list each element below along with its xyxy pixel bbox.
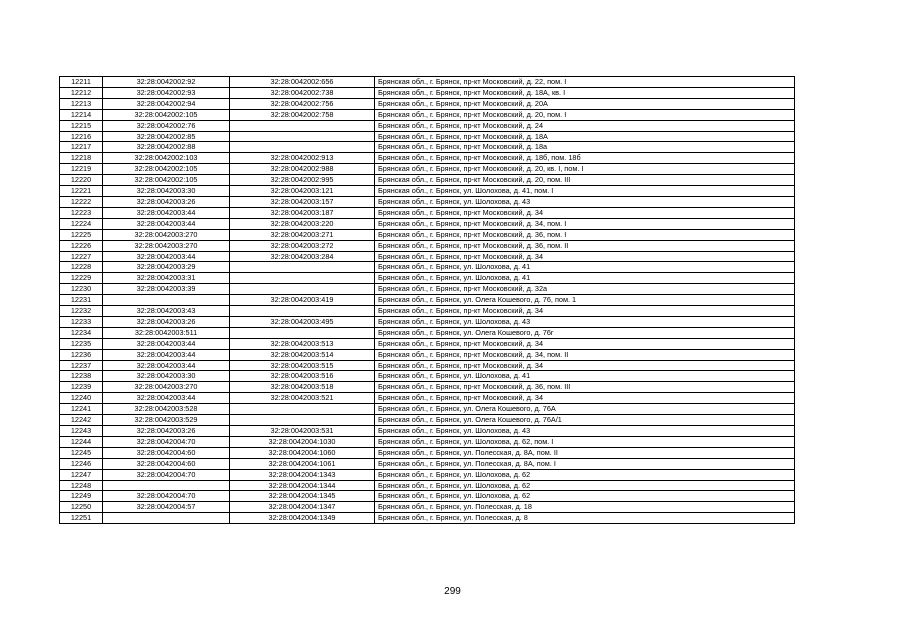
address-cell: Брянская обл., г. Брянск, пр-кт Московский, д. 20, пом. I — [375, 109, 795, 120]
object-cadastral-number-cell: 32:28:0042004:1345 — [230, 491, 375, 502]
land-cadastral-number-cell: 32:28:0042002:88 — [103, 142, 230, 153]
address-cell: Брянская обл., г. Брянск, пр-кт Московский, д. 36, пом. III — [375, 382, 795, 393]
address-cell: Брянская обл., г. Брянск, ул. Шолохова, д. 62, пом. I — [375, 436, 795, 447]
record-number-cell: 12230 — [60, 284, 103, 295]
land-cadastral-number-cell: 32:28:0042004:70 — [103, 436, 230, 447]
table-row — [60, 458, 795, 469]
table-row — [60, 109, 795, 120]
address-cell: Брянская обл., г. Брянск, ул. Олега Кошевого, д. 76А — [375, 404, 795, 415]
record-number-cell: 12225 — [60, 229, 103, 240]
land-cadastral-number-cell: 32:28:0042003:529 — [103, 415, 230, 426]
object-cadastral-number-cell: 32:28:0042002:656 — [230, 77, 375, 88]
table-row — [60, 218, 795, 229]
record-number-cell: 12227 — [60, 251, 103, 262]
table-row — [60, 306, 795, 317]
address-cell: Брянская обл., г. Брянск, пр-кт Московский, д. 34 — [375, 207, 795, 218]
object-cadastral-number-cell: 32:28:0042003:531 — [230, 426, 375, 437]
object-cadastral-number-cell: 32:28:0042004:1030 — [230, 436, 375, 447]
record-number-cell: 12218 — [60, 153, 103, 164]
address-cell: Брянская обл., г. Брянск, пр-кт Московский, д. 24 — [375, 120, 795, 131]
object-cadastral-number-cell: 32:28:0042002:758 — [230, 109, 375, 120]
record-number-cell: 12237 — [60, 360, 103, 371]
record-number-cell: 12212 — [60, 87, 103, 98]
record-number-cell: 12233 — [60, 316, 103, 327]
table-row — [60, 284, 795, 295]
table-row — [60, 382, 795, 393]
table-row — [60, 415, 795, 426]
record-number-cell: 12248 — [60, 480, 103, 491]
land-cadastral-number-cell: 32:28:0042003:39 — [103, 284, 230, 295]
object-cadastral-number-cell: 32:28:0042004:1343 — [230, 469, 375, 480]
table-row — [60, 327, 795, 338]
record-number-cell: 12251 — [60, 513, 103, 524]
record-number-cell: 12239 — [60, 382, 103, 393]
record-number-cell: 12245 — [60, 447, 103, 458]
object-cadastral-number-cell: 32:28:0042002:913 — [230, 153, 375, 164]
land-cadastral-number-cell — [103, 513, 230, 524]
object-cadastral-number-cell — [230, 262, 375, 273]
object-cadastral-number-cell: 32:28:0042002:756 — [230, 98, 375, 109]
table-row — [60, 77, 795, 88]
object-cadastral-number-cell — [230, 284, 375, 295]
address-cell: Брянская обл., г. Брянск, ул. Полесская, д. 8А, пом. II — [375, 447, 795, 458]
address-cell: Брянская обл., г. Брянск, пр-кт Московский, д. 32а — [375, 284, 795, 295]
land-cadastral-number-cell: 32:28:0042003:31 — [103, 273, 230, 284]
address-cell: Брянская обл., г. Брянск, пр-кт Московский, д. 34 — [375, 306, 795, 317]
address-cell: Брянская обл., г. Брянск, пр-кт Московский, д. 34 — [375, 338, 795, 349]
table-row — [60, 164, 795, 175]
table-row — [60, 120, 795, 131]
address-cell: Брянская обл., г. Брянск, ул. Полесская, д. 18 — [375, 502, 795, 513]
object-cadastral-number-cell: 32:28:0042003:187 — [230, 207, 375, 218]
address-cell: Брянская обл., г. Брянск, ул. Олега Кошевого, д. 76, пом. 1 — [375, 295, 795, 306]
land-cadastral-number-cell: 32:28:0042002:92 — [103, 77, 230, 88]
table-row — [60, 436, 795, 447]
table-row — [60, 404, 795, 415]
record-number-cell: 12240 — [60, 393, 103, 404]
table-row — [60, 262, 795, 273]
record-number-cell: 12222 — [60, 196, 103, 207]
address-cell: Брянская обл., г. Брянск, ул. Шолохова, д. 41 — [375, 273, 795, 284]
land-cadastral-number-cell: 32:28:0042003:26 — [103, 316, 230, 327]
land-cadastral-number-cell — [103, 295, 230, 306]
object-cadastral-number-cell — [230, 131, 375, 142]
table-row — [60, 480, 795, 491]
record-number-cell: 12246 — [60, 458, 103, 469]
land-cadastral-number-cell: 32:28:0042002:105 — [103, 109, 230, 120]
object-cadastral-number-cell: 32:28:0042003:157 — [230, 196, 375, 207]
table-row — [60, 393, 795, 404]
record-number-cell: 12229 — [60, 273, 103, 284]
address-cell: Брянская обл., г. Брянск, пр-кт Московский, д. 34 — [375, 360, 795, 371]
land-cadastral-number-cell: 32:28:0042003:270 — [103, 382, 230, 393]
land-cadastral-number-cell: 32:28:0042004:60 — [103, 458, 230, 469]
land-cadastral-number-cell: 32:28:0042003:44 — [103, 207, 230, 218]
record-number-cell: 12221 — [60, 186, 103, 197]
land-cadastral-number-cell: 32:28:0042003:44 — [103, 360, 230, 371]
address-cell: Брянская обл., г. Брянск, пр-кт Московский, д. 20, кв. I, пом. I — [375, 164, 795, 175]
table-row — [60, 196, 795, 207]
land-cadastral-number-cell: 32:28:0042003:44 — [103, 393, 230, 404]
table-row — [60, 502, 795, 513]
record-number-cell: 12244 — [60, 436, 103, 447]
land-cadastral-number-cell: 32:28:0042003:511 — [103, 327, 230, 338]
object-cadastral-number-cell — [230, 120, 375, 131]
object-cadastral-number-cell: 32:28:0042003:220 — [230, 218, 375, 229]
address-cell: Брянская обл., г. Брянск, ул. Шолохова, д. 62 — [375, 480, 795, 491]
record-number-cell: 12211 — [60, 77, 103, 88]
object-cadastral-number-cell: 32:28:0042003:284 — [230, 251, 375, 262]
object-cadastral-number-cell: 32:28:0042003:521 — [230, 393, 375, 404]
object-cadastral-number-cell: 32:28:0042004:1061 — [230, 458, 375, 469]
object-cadastral-number-cell: 32:28:0042002:988 — [230, 164, 375, 175]
table-row — [60, 426, 795, 437]
land-cadastral-number-cell: 32:28:0042002:85 — [103, 131, 230, 142]
object-cadastral-number-cell: 32:28:0042003:271 — [230, 229, 375, 240]
land-cadastral-number-cell: 32:28:0042002:93 — [103, 87, 230, 98]
land-cadastral-number-cell: 32:28:0042002:76 — [103, 120, 230, 131]
address-cell: Брянская обл., г. Брянск, пр-кт Московский, д. 20А — [375, 98, 795, 109]
record-number-cell: 12234 — [60, 327, 103, 338]
record-number-cell: 12219 — [60, 164, 103, 175]
land-cadastral-number-cell: 32:28:0042003:44 — [103, 218, 230, 229]
address-cell: Брянская обл., г. Брянск, ул. Шолохова, д. 62 — [375, 491, 795, 502]
object-cadastral-number-cell: 32:28:0042004:1344 — [230, 480, 375, 491]
object-cadastral-number-cell: 32:28:0042004:1347 — [230, 502, 375, 513]
address-cell: Брянская обл., г. Брянск, пр-кт Московский, д. 34, пом. II — [375, 349, 795, 360]
record-number-cell: 12242 — [60, 415, 103, 426]
land-cadastral-number-cell: 32:28:0042003:43 — [103, 306, 230, 317]
table-row — [60, 229, 795, 240]
object-cadastral-number-cell — [230, 327, 375, 338]
record-number-cell: 12223 — [60, 207, 103, 218]
record-number-cell: 12213 — [60, 98, 103, 109]
object-cadastral-number-cell: 32:28:0042003:121 — [230, 186, 375, 197]
address-cell: Брянская обл., г. Брянск, пр-кт Московский, д. 36, пом. I — [375, 229, 795, 240]
record-number-cell: 12247 — [60, 469, 103, 480]
land-cadastral-number-cell: 32:28:0042003:26 — [103, 196, 230, 207]
object-cadastral-number-cell: 32:28:0042003:419 — [230, 295, 375, 306]
land-cadastral-number-cell: 32:28:0042004:70 — [103, 469, 230, 480]
table-row — [60, 98, 795, 109]
registry-table — [59, 76, 795, 524]
address-cell: Брянская обл., г. Брянск, пр-кт Московский, д. 18б, пом. 18б — [375, 153, 795, 164]
record-number-cell: 12226 — [60, 240, 103, 251]
address-cell: Брянская обл., г. Брянск, ул. Шолохова, д. 41 — [375, 262, 795, 273]
record-number-cell: 12243 — [60, 426, 103, 437]
address-cell: Брянская обл., г. Брянск, ул. Шолохова, д. 43 — [375, 426, 795, 437]
record-number-cell: 12216 — [60, 131, 103, 142]
table-row — [60, 469, 795, 480]
table-row — [60, 87, 795, 98]
land-cadastral-number-cell: 32:28:0042003:26 — [103, 426, 230, 437]
record-number-cell: 12224 — [60, 218, 103, 229]
table-row — [60, 349, 795, 360]
object-cadastral-number-cell: 32:28:0042003:272 — [230, 240, 375, 251]
land-cadastral-number-cell: 32:28:0042002:94 — [103, 98, 230, 109]
table-row — [60, 295, 795, 306]
object-cadastral-number-cell — [230, 404, 375, 415]
record-number-cell: 12214 — [60, 109, 103, 120]
table-row — [60, 491, 795, 502]
table-row — [60, 240, 795, 251]
table-row — [60, 175, 795, 186]
table-row — [60, 513, 795, 524]
land-cadastral-number-cell: 32:28:0042003:29 — [103, 262, 230, 273]
land-cadastral-number-cell: 32:28:0042002:105 — [103, 175, 230, 186]
land-cadastral-number-cell: 32:28:0042003:44 — [103, 338, 230, 349]
address-cell: Брянская обл., г. Брянск, пр-кт Московский, д. 36, пом. II — [375, 240, 795, 251]
address-cell: Брянская обл., г. Брянск, ул. Полесская, д. 8 — [375, 513, 795, 524]
table-row — [60, 316, 795, 327]
object-cadastral-number-cell: 32:28:0042003:515 — [230, 360, 375, 371]
address-cell: Брянская обл., г. Брянск, пр-кт Московский, д. 22, пом. I — [375, 77, 795, 88]
land-cadastral-number-cell — [103, 480, 230, 491]
land-cadastral-number-cell: 32:28:0042003:44 — [103, 349, 230, 360]
table-row — [60, 131, 795, 142]
land-cadastral-number-cell: 32:28:0042003:528 — [103, 404, 230, 415]
record-number-cell: 12228 — [60, 262, 103, 273]
object-cadastral-number-cell: 32:28:0042003:516 — [230, 371, 375, 382]
table-row — [60, 251, 795, 262]
record-number-cell: 12220 — [60, 175, 103, 186]
record-number-cell: 12232 — [60, 306, 103, 317]
address-cell: Брянская обл., г. Брянск, пр-кт Московский, д. 18а — [375, 142, 795, 153]
land-cadastral-number-cell: 32:28:0042002:105 — [103, 164, 230, 175]
address-cell: Брянская обл., г. Брянск, пр-кт Московский, д. 18А — [375, 131, 795, 142]
address-cell: Брянская обл., г. Брянск, пр-кт Московский, д. 20, пом. III — [375, 175, 795, 186]
table-row — [60, 371, 795, 382]
land-cadastral-number-cell: 32:28:0042003:30 — [103, 186, 230, 197]
address-cell: Брянская обл., г. Брянск, ул. Шолохова, д. 62 — [375, 469, 795, 480]
record-number-cell: 12217 — [60, 142, 103, 153]
object-cadastral-number-cell: 32:28:0042003:495 — [230, 316, 375, 327]
address-cell: Брянская обл., г. Брянск, пр-кт Московский, д. 18А, кв. I — [375, 87, 795, 98]
object-cadastral-number-cell: 32:28:0042004:1349 — [230, 513, 375, 524]
address-cell: Брянская обл., г. Брянск, пр-кт Московский, д. 34, пом. I — [375, 218, 795, 229]
address-cell: Брянская обл., г. Брянск, ул. Олега Кошевого, д. 76г — [375, 327, 795, 338]
record-number-cell: 12235 — [60, 338, 103, 349]
record-number-cell: 12231 — [60, 295, 103, 306]
land-cadastral-number-cell: 32:28:0042004:60 — [103, 447, 230, 458]
land-cadastral-number-cell: 32:28:0042002:103 — [103, 153, 230, 164]
address-cell: Брянская обл., г. Брянск, ул. Полесская, д. 8А, пом. I — [375, 458, 795, 469]
address-cell: Брянская обл., г. Брянск, пр-кт Московский, д. 34 — [375, 251, 795, 262]
record-number-cell: 12238 — [60, 371, 103, 382]
table-row — [60, 338, 795, 349]
table-row — [60, 447, 795, 458]
land-cadastral-number-cell: 32:28:0042004:57 — [103, 502, 230, 513]
object-cadastral-number-cell — [230, 306, 375, 317]
object-cadastral-number-cell: 32:28:0042003:514 — [230, 349, 375, 360]
address-cell: Брянская обл., г. Брянск, ул. Шолохова, д. 41, пом. I — [375, 186, 795, 197]
table-row — [60, 207, 795, 218]
record-number-cell: 12215 — [60, 120, 103, 131]
address-cell: Брянская обл., г. Брянск, ул. Шолохова, д. 41 — [375, 371, 795, 382]
object-cadastral-number-cell: 32:28:0042003:513 — [230, 338, 375, 349]
land-cadastral-number-cell: 32:28:0042003:44 — [103, 251, 230, 262]
land-cadastral-number-cell: 32:28:0042003:270 — [103, 240, 230, 251]
object-cadastral-number-cell — [230, 142, 375, 153]
table-row — [60, 273, 795, 284]
record-number-cell: 12241 — [60, 404, 103, 415]
table-row — [60, 186, 795, 197]
record-number-cell: 12250 — [60, 502, 103, 513]
object-cadastral-number-cell: 32:28:0042002:738 — [230, 87, 375, 98]
land-cadastral-number-cell: 32:28:0042003:270 — [103, 229, 230, 240]
table-row — [60, 153, 795, 164]
page-number: 299 — [444, 586, 461, 597]
object-cadastral-number-cell — [230, 415, 375, 426]
record-number-cell: 12236 — [60, 349, 103, 360]
land-cadastral-number-cell: 32:28:0042004:70 — [103, 491, 230, 502]
address-cell: Брянская обл., г. Брянск, ул. Олега Кошевого, д. 76А/1 — [375, 415, 795, 426]
object-cadastral-number-cell: 32:28:0042004:1060 — [230, 447, 375, 458]
object-cadastral-number-cell: 32:28:0042003:518 — [230, 382, 375, 393]
object-cadastral-number-cell — [230, 273, 375, 284]
table-row — [60, 142, 795, 153]
address-cell: Брянская обл., г. Брянск, ул. Шолохова, д. 43 — [375, 196, 795, 207]
land-cadastral-number-cell: 32:28:0042003:30 — [103, 371, 230, 382]
address-cell: Брянская обл., г. Брянск, пр-кт Московский, д. 34 — [375, 393, 795, 404]
table-row — [60, 360, 795, 371]
object-cadastral-number-cell: 32:28:0042002:995 — [230, 175, 375, 186]
record-number-cell: 12249 — [60, 491, 103, 502]
address-cell: Брянская обл., г. Брянск, ул. Шолохова, д. 43 — [375, 316, 795, 327]
registry-table-body — [60, 77, 795, 524]
